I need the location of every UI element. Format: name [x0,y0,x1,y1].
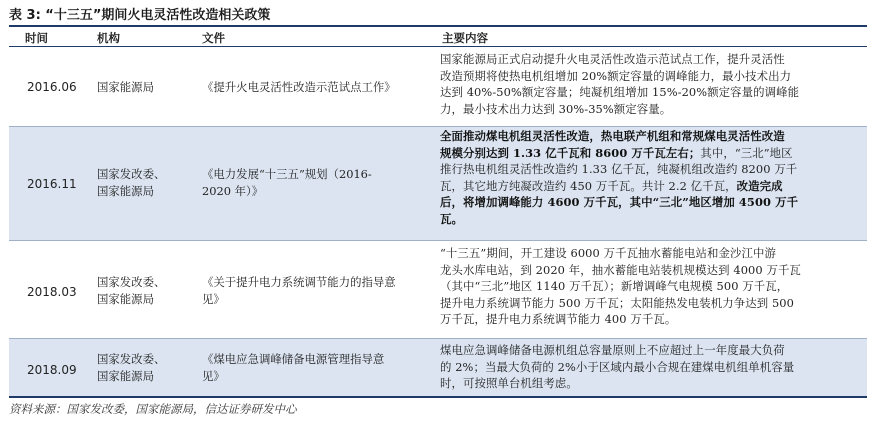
row-date: 2018.03 [27,285,77,299]
row-doc: 《煤电应急调峰储备电源管理指导意 见》 [202,352,385,383]
table-row [9,241,867,338]
header-content: 主要内容 [442,31,488,45]
row-date: 2016.06 [27,80,77,94]
row-doc: 《电力发展“十三五”规划（2016- 2020 年）》 [202,167,372,198]
row-org: 国家发改委、 国家能源局 [97,352,166,383]
table-header [9,27,867,46]
row-date: 2016.11 [27,177,77,191]
row-org: 国家能源局 [97,80,154,94]
row-org: 国家发改委、 国家能源局 [97,275,166,306]
table-title: 表 3: “十三五”期间火电灵活性改造相关政策 [9,8,271,23]
header-org: 机构 [97,31,120,45]
table-row [9,339,867,396]
header-time: 时间 [25,31,48,45]
row-doc: 《关于提升电力系统调节能力的指导意 见》 [202,275,396,306]
header-doc: 文件 [202,31,225,45]
source-note: 资料来源：国家发改委，国家能源局，信达证券研发中心 [9,402,297,416]
row-content: “十三五”期间，开工建设 6000 万千瓦抽水蓄能电站和金沙江中游 龙头水库电站，到 2020 年，抽水蓄能电站装机规模达到 4000 万千瓦 （其中“三北”地区 1140 万千瓦）；新增调峰气电规模 500 万千瓦， 提升电力系统调节能力 500 万千瓦；太阳能热发电装机力争达到 500 万千瓦，提升电力系统调节能力 400 万千瓦。 [440,246,801,327]
row-doc: 《提升火电灵活性改造示范试点工作》 [202,80,396,94]
bottom-rule [9,396,867,398]
header-rule [9,46,867,47]
row-content: 全面推动煤电机组灵活性改造，热电联产机组和常规煤电灵活性改造 规模分别达到 1.33 亿千瓦和 8600 万千瓦左右；其中，“三北”地区 推行热电机组灵活性改造约 1.33 亿千瓦，纯凝机组改造约 8200 万千 瓦，其它地方纯凝改造约 450 万千瓦。共计 2.2 亿千瓦，改造完成 后，将增加调峰能力 4600 万千瓦，其中“三北”地区增加 4500 万千 瓦。 [440,129,799,226]
table-row [9,48,867,126]
row-content: 煤电应急调峰储备电源机组总容量原则上不应超过上一年度最大负荷 的 2%；当最大负荷的 2%小于区域内最小合规在建煤电机组单机容量 时，可按照单台机组考虑。 [440,343,795,391]
row-date: 2018.09 [27,363,77,377]
row-org: 国家发改委、 国家能源局 [97,167,166,198]
row-content: 国家能源局正式启动提升火电灵活性改造示范试点工作，提升灵活性 改造预期将使热电机组增加 20%额定容量的调峰能力，最小技术出力 达到 40%-50%额定容量；纯凝机组增加 15%-20%额定容量的调峰能 力，最小技术出力达到 30%-35%额定容量。 [440,52,800,116]
table-row [9,127,867,240]
